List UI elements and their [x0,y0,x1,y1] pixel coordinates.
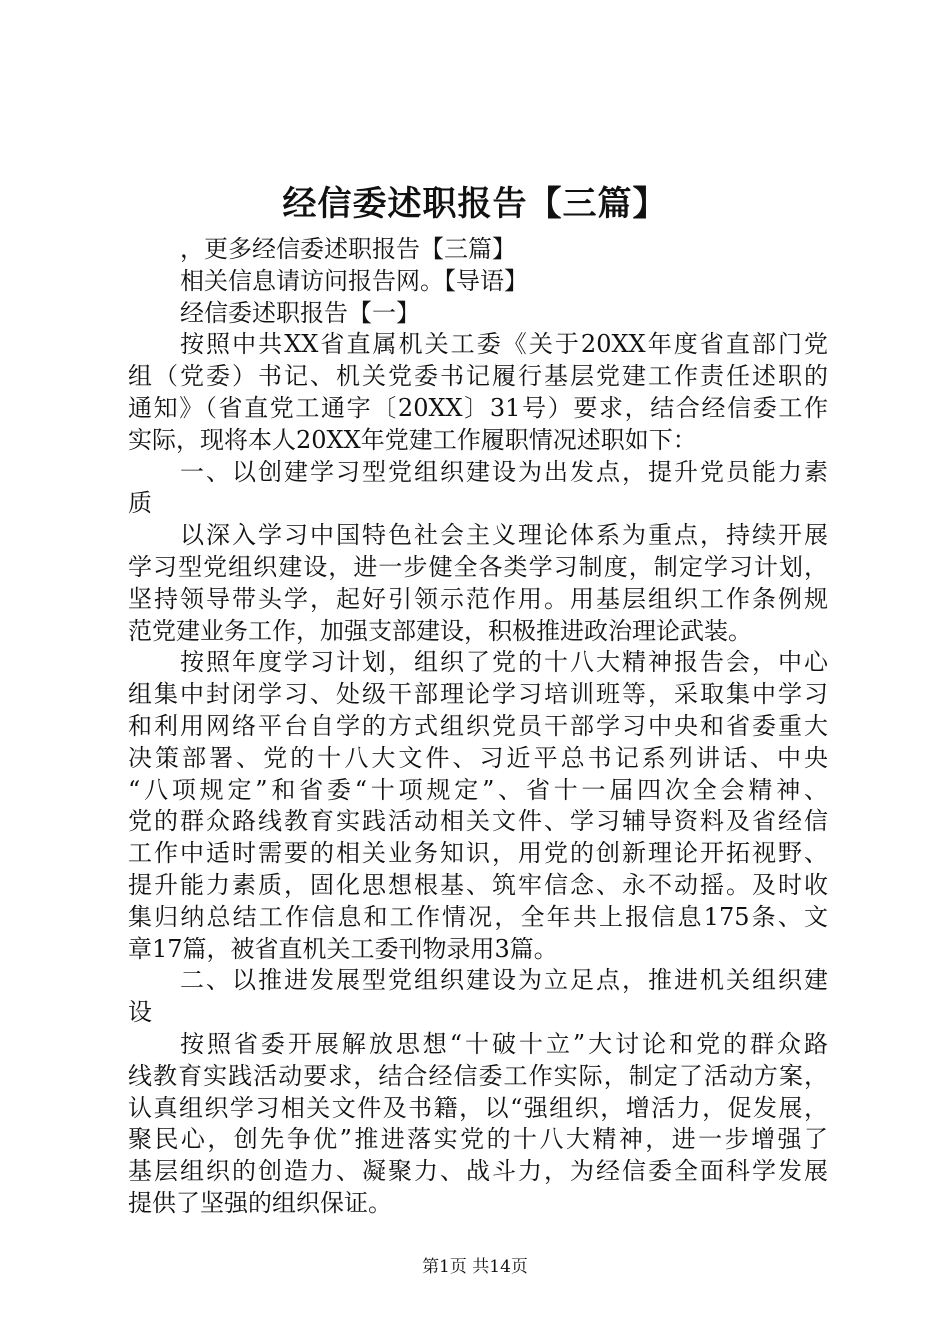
body-line: 一、以创建学习型党组织建设为出发点，提升党员能力素 [180,457,828,486]
page-footer: 第1页 共14页 [422,1257,528,1277]
body-line: 党的群众路线教育实践活动相关文件、学习辅导资料及省经信 [128,807,828,836]
body-line: 范党建业务工作，加强支部建设，积极推进政治理论武装。 [128,616,752,645]
body-line: 聚民心，创先争优”推进落实党的十八大精神，进一步增强了 [128,1125,828,1154]
body-line: 提供了坚强的组织保证。 [128,1188,392,1217]
body-line: 质 [128,489,152,518]
body-line: 实际，现将本人20XX年党建工作履职情况述职如下： [128,425,697,454]
body-line: 集归纳总结工作信息和工作情况，全年共上报信息175条、文 [128,902,828,931]
body-line: 通知》（省直党工通字〔20XX〕31号）要求，结合经信委工作 [128,393,828,422]
body-line: 基层组织的创造力、凝聚力、战斗力，为经信委全面科学发展 [128,1157,828,1186]
body-line: 按照中共XX省直属机关工委《关于20XX年度省直部门党 [180,330,828,359]
document-title: 经信委述职报告【三篇】 [282,184,668,224]
body-line: ，更多经信委述职报告【三篇】 [180,235,516,263]
body-line: 相关信息请访问报告网。【导语】 [180,266,528,295]
body-line: 和利用网络平台自学的方式组织党员干部学习中央和省委重大 [128,711,828,740]
body-line: 坚持领导带头学，起好引领示范作用。用基层组织工作条例规 [128,584,828,613]
body-line: 按照省委开展解放思想“十破十立”大讨论和党的群众路 [180,1029,828,1058]
body-line: 按照年度学习计划，组织了党的十八大精神报告会，中心 [180,648,828,677]
body-line: 章17篇，被省直机关工委刊物录用3篇。 [128,934,558,963]
body-line: 认真组织学习相关文件及书籍，以“强组织，增活力，促发展， [128,1093,828,1122]
body-line: 以深入学习中国特色社会主义理论体系为重点，持续开展 [180,521,828,550]
body-line: 二、以推进发展型党组织建设为立足点，推进机关组织建 [180,966,828,995]
body-line: 工作中适时需要的相关业务知识，用党的创新理论开拓视野、 [128,839,828,868]
body-line: 组集中封闭学习、处级干部理论学习培训班等，采取集中学习 [128,680,828,709]
body-line: 组（党委）书记、机关党委书记履行基层党建工作责任述职的 [128,362,828,391]
body-line: 提升能力素质，固化思想根基、筑牢信念、永不动摇。及时收 [128,870,828,899]
body-line: 学习型党组织建设，进一步健全各类学习制度，制定学习计划， [128,552,828,581]
document-body [128,234,828,1220]
body-line: 设 [128,998,152,1027]
body-line: 经信委述职报告【一】 [180,298,420,327]
body-line: “八项规定”和省委“十项规定”、省十一届四次全会精神、 [128,775,828,804]
body-line: 线教育实践活动要求，结合经信委工作实际，制定了活动方案， [128,1061,828,1090]
body-line: 决策部署、党的十八大文件、习近平总书记系列讲话、中央 [128,743,828,772]
